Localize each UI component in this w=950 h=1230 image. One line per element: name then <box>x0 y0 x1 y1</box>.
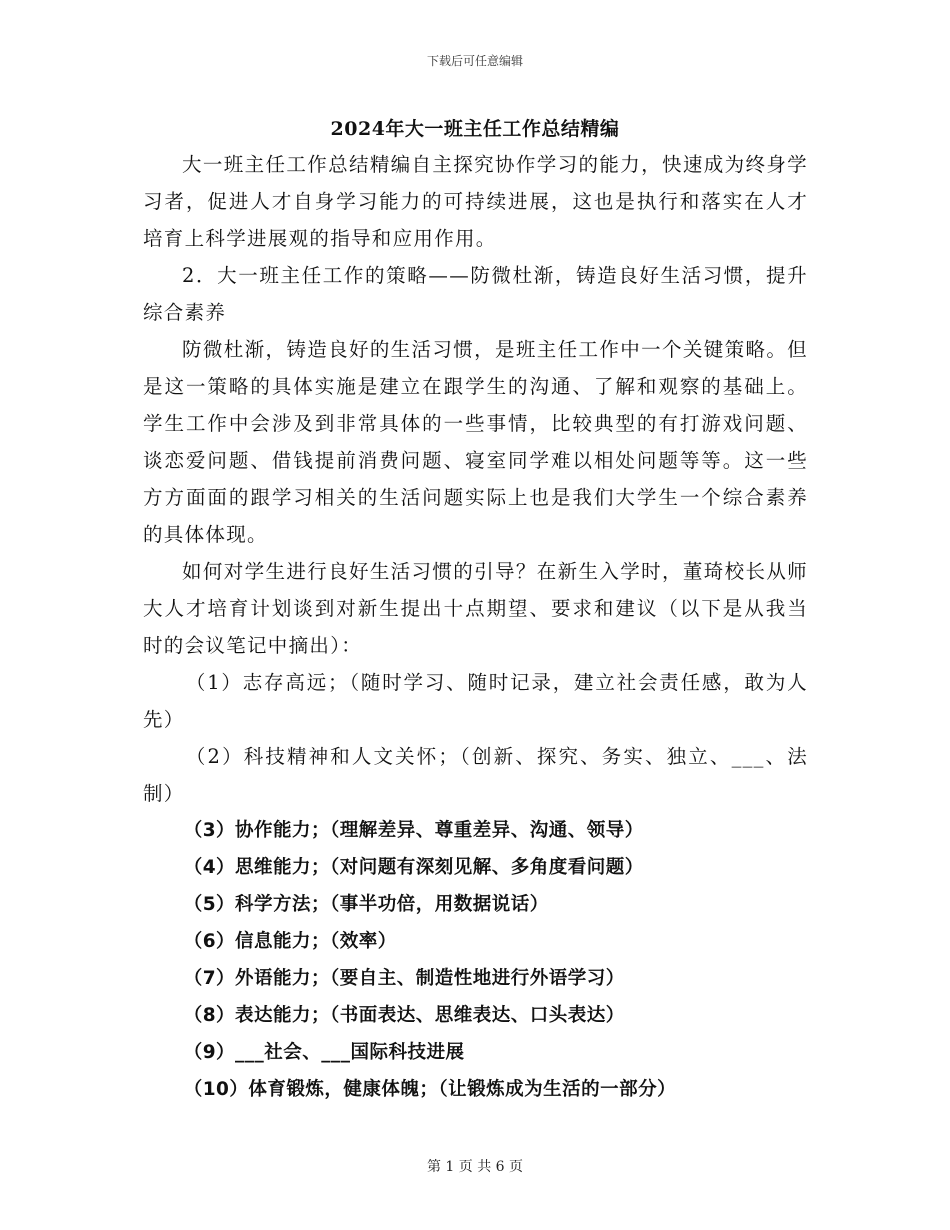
paragraph-strategy-heading: 2．大一班主任工作的策略——防微杜渐，铸造良好生活习惯，提升综合素养 <box>143 264 808 324</box>
list-item-4: （4）思维能力；（对问题有深刻见解、多角度看问题） <box>183 857 644 878</box>
paragraph-intro: 大一班主任工作总结精编自主探究协作学习的能力，快速成为终身学习者，促进人才自身学习能力的可持续进展，这也是执行和落实在人才培育上科学进展观的指导和应用作用。 <box>143 153 808 250</box>
list-item-7: （7）外语能力；（要自主、制造性地进行外语学习） <box>183 968 625 989</box>
list-item-2: （2）科技精神和人文关怀；（创新、探究、务实、独立、___、法制） <box>143 745 808 805</box>
list-item-9: （9）___社会、___国际科技进展 <box>183 1042 465 1063</box>
page-footer: 第 1 页 共 6 页 <box>426 1159 524 1175</box>
list-item-10: （10）体育锻炼，健康体魄；（让锻炼成为生活的一部分） <box>183 1079 677 1100</box>
paragraph-guidance: 如何对学生进行良好生活习惯的引导？在新生入学时，董琦校长从师大人才培育计划谈到对新生提出十点期望、要求和建议（以下是从我当时的会议笔记中摘出）： <box>143 560 808 657</box>
list-item-8: （8）表达能力；（书面表达、思维表达、口头表达） <box>183 1005 625 1026</box>
document-title: 2024年大一班主任工作总结精编 <box>330 118 620 140</box>
list-item-3: （3）协作能力；（理解差异、尊重差异、沟通、领导） <box>183 820 644 841</box>
page-header: 下载后可任意编辑 <box>426 54 523 68</box>
document-body <box>143 146 808 1108</box>
list-item-6: （6）信息能力；（效率） <box>183 931 397 952</box>
list-item-1: （1）志存高远；（随时学习、随时记录，建立社会责任感，敢为人先） <box>143 671 808 731</box>
paragraph-strategy-body: 防微杜渐，铸造良好的生活习惯，是班主任工作中一个关键策略。但是这一策略的具体实施是建立在跟学生的沟通、了解和观察的基础上。学生工作中会涉及到非常具体的一些事情，比较典型的有打游戏问题、谈恋爱问题、借钱提前消费问题、寝室同学难以相处问题等等。这一些方方面面的跟学习相关的生活问题实际上也是我们大学生一个综合素养的具体体现。 <box>143 338 808 546</box>
list-item-5: （5）科学方法；（事半功倍，用数据说话） <box>183 894 549 915</box>
